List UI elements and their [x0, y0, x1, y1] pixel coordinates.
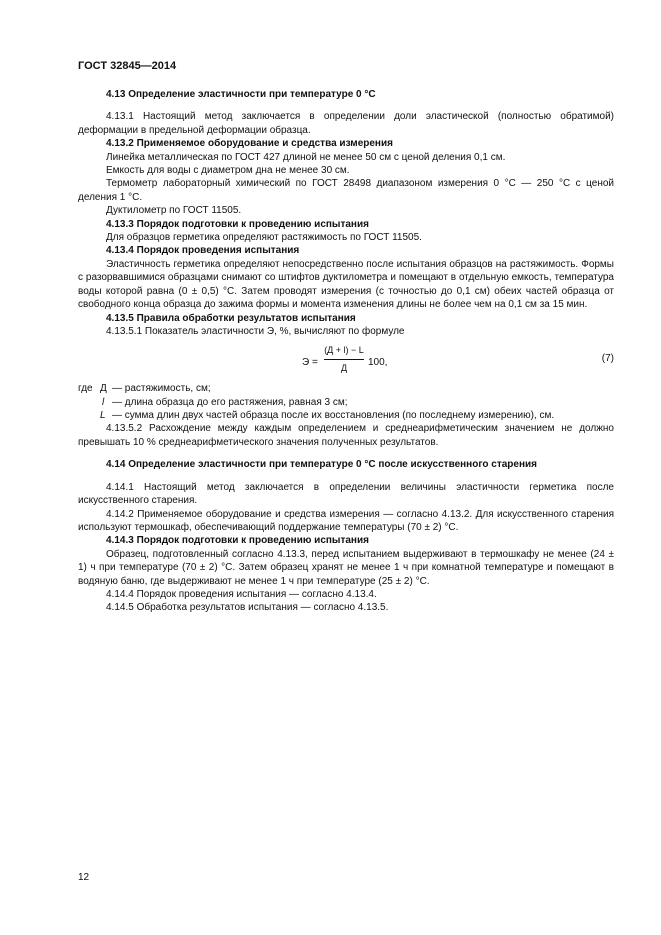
clause-4-13-5-1: 4.13.5.1 Показатель эластичности Э, %, вычисляют по формуле [106, 325, 405, 337]
clause-4-14-1: 4.14.1 Настоящий метод заключается в определении величины эластичности герметика после искусственного старения. [78, 481, 614, 507]
definition-symbol: l [102, 396, 105, 408]
formula-lhs: Э = [302, 357, 318, 369]
equipment-item-ruler: Линейка металлическая по ГОСТ 427 длиной не менее 50 см с ценой деления 0,1 см. [106, 151, 506, 163]
page-content [78, 88, 614, 615]
definition-l [78, 396, 614, 409]
definition-text: — сумма длин двух частей образца после их восстановления (по последнему измерению), см. [112, 410, 555, 422]
clause-4-13-5-2: 4.13.5.2 Расхождение между каждым определением и среднеарифметическим значением не должно превышать 10 % среднеарифметического значения полученных результатов. [78, 423, 614, 448]
formula-tail: 100, [368, 357, 388, 369]
definition-text: — длина образца до его растяжения, равная 3 см; [112, 396, 348, 408]
clause-4-13-4-text: Эластичность герметика определяют непосредственно после испытания образцов на растяжимость. Формы с разорвавшимися образцами снимают со штифтов дуктилометра и помещают в отдельную емкость, температура воды которой равна (0 ± 0,5) °С. Затем проводят измерения (с точностью до 0,1 см) обеих частей образца от свободного конца образца до зажима формы и момента изменения длины не более чем на 0,1 см за 15 мин. [78, 258, 614, 311]
definition-text: — растяжимость, см; [112, 383, 211, 395]
running-header: ГОСТ 32845—2014 [78, 60, 177, 72]
clause-4-14-3-heading: 4.14.3 Порядок подготовки к проведению испытания [106, 535, 369, 547]
definition-big-l [78, 409, 614, 422]
clause-4-13-1: 4.13.1 Настоящий метод заключается в определении доли эластической (полностью обратимой) деформации в предельной деформации образца. [78, 111, 614, 136]
definition-symbol: L [100, 410, 106, 422]
formula-number: (7) [601, 353, 614, 365]
formula-denominator: Д [340, 362, 348, 373]
formula-fraction [324, 344, 364, 375]
clause-4-14-4: 4.14.4 Порядок проведения испытания — согласно 4.13.4. [106, 588, 377, 600]
equipment-item-thermometer: Термометр лабораторный химический по ГОСТ 28498 диапазоном измерения 0 °С — 250 °С с ценой деления 1 °С. [78, 178, 614, 203]
equipment-item-ductilometer: Дуктилометр по ГОСТ 11505. [106, 205, 242, 217]
clause-4-14-5: 4.14.5 Обработка результатов испытания — согласно 4.13.5. [106, 602, 389, 614]
page-number: 12 [78, 872, 90, 883]
section-4-14-title: 4.14 Определение эластичности при температуре 0 °С после искусственного старения [106, 459, 537, 471]
formula-7 [78, 344, 614, 378]
definition-symbol: Д [100, 383, 107, 395]
equipment-item-container: Емкость для воды с диаметром дна не менее 30 см. [106, 165, 350, 177]
clause-4-14-3-text: Образец, подготовленный согласно 4.13.3, перед испытанием выдерживают в термошкафу не менее (24 ± 1) ч при температуре (70 ± 2) °С. Затем образец хранят не менее 1 ч при комнатной температуре и помещают в водяную баню, где выдерживают не менее 1 ч при температуре (25 ± 2) °С. [78, 548, 614, 587]
clause-4-13-3-text: Для образцов герметика определяют растяжимость по ГОСТ 11505. [106, 232, 422, 244]
section-4-13-title: 4.13 Определение эластичности при температуре 0 °С [106, 89, 376, 100]
clause-4-13-4-heading: 4.13.4 Порядок проведения испытания [106, 245, 300, 257]
clause-4-13-2-heading: 4.13.2 Применяемое оборудование и средства измерения [106, 138, 393, 150]
formula-numerator: (Д + l) − L [324, 344, 364, 359]
clause-4-13-3-heading: 4.13.3 Порядок подготовки к проведению испытания [106, 218, 369, 230]
formula-definitions [78, 382, 614, 422]
definition-d [78, 382, 614, 395]
clause-4-14-2: 4.14.2 Применяемое оборудование и средства измерения — согласно 4.13.2. Для искусственного старения используют термошкаф, обеспечивающий поддержание температуры (70 ± 2) °С. [78, 508, 614, 533]
where-label: где [78, 383, 93, 395]
clause-4-13-5-heading: 4.13.5 Правила обработки результатов испытания [106, 312, 356, 324]
